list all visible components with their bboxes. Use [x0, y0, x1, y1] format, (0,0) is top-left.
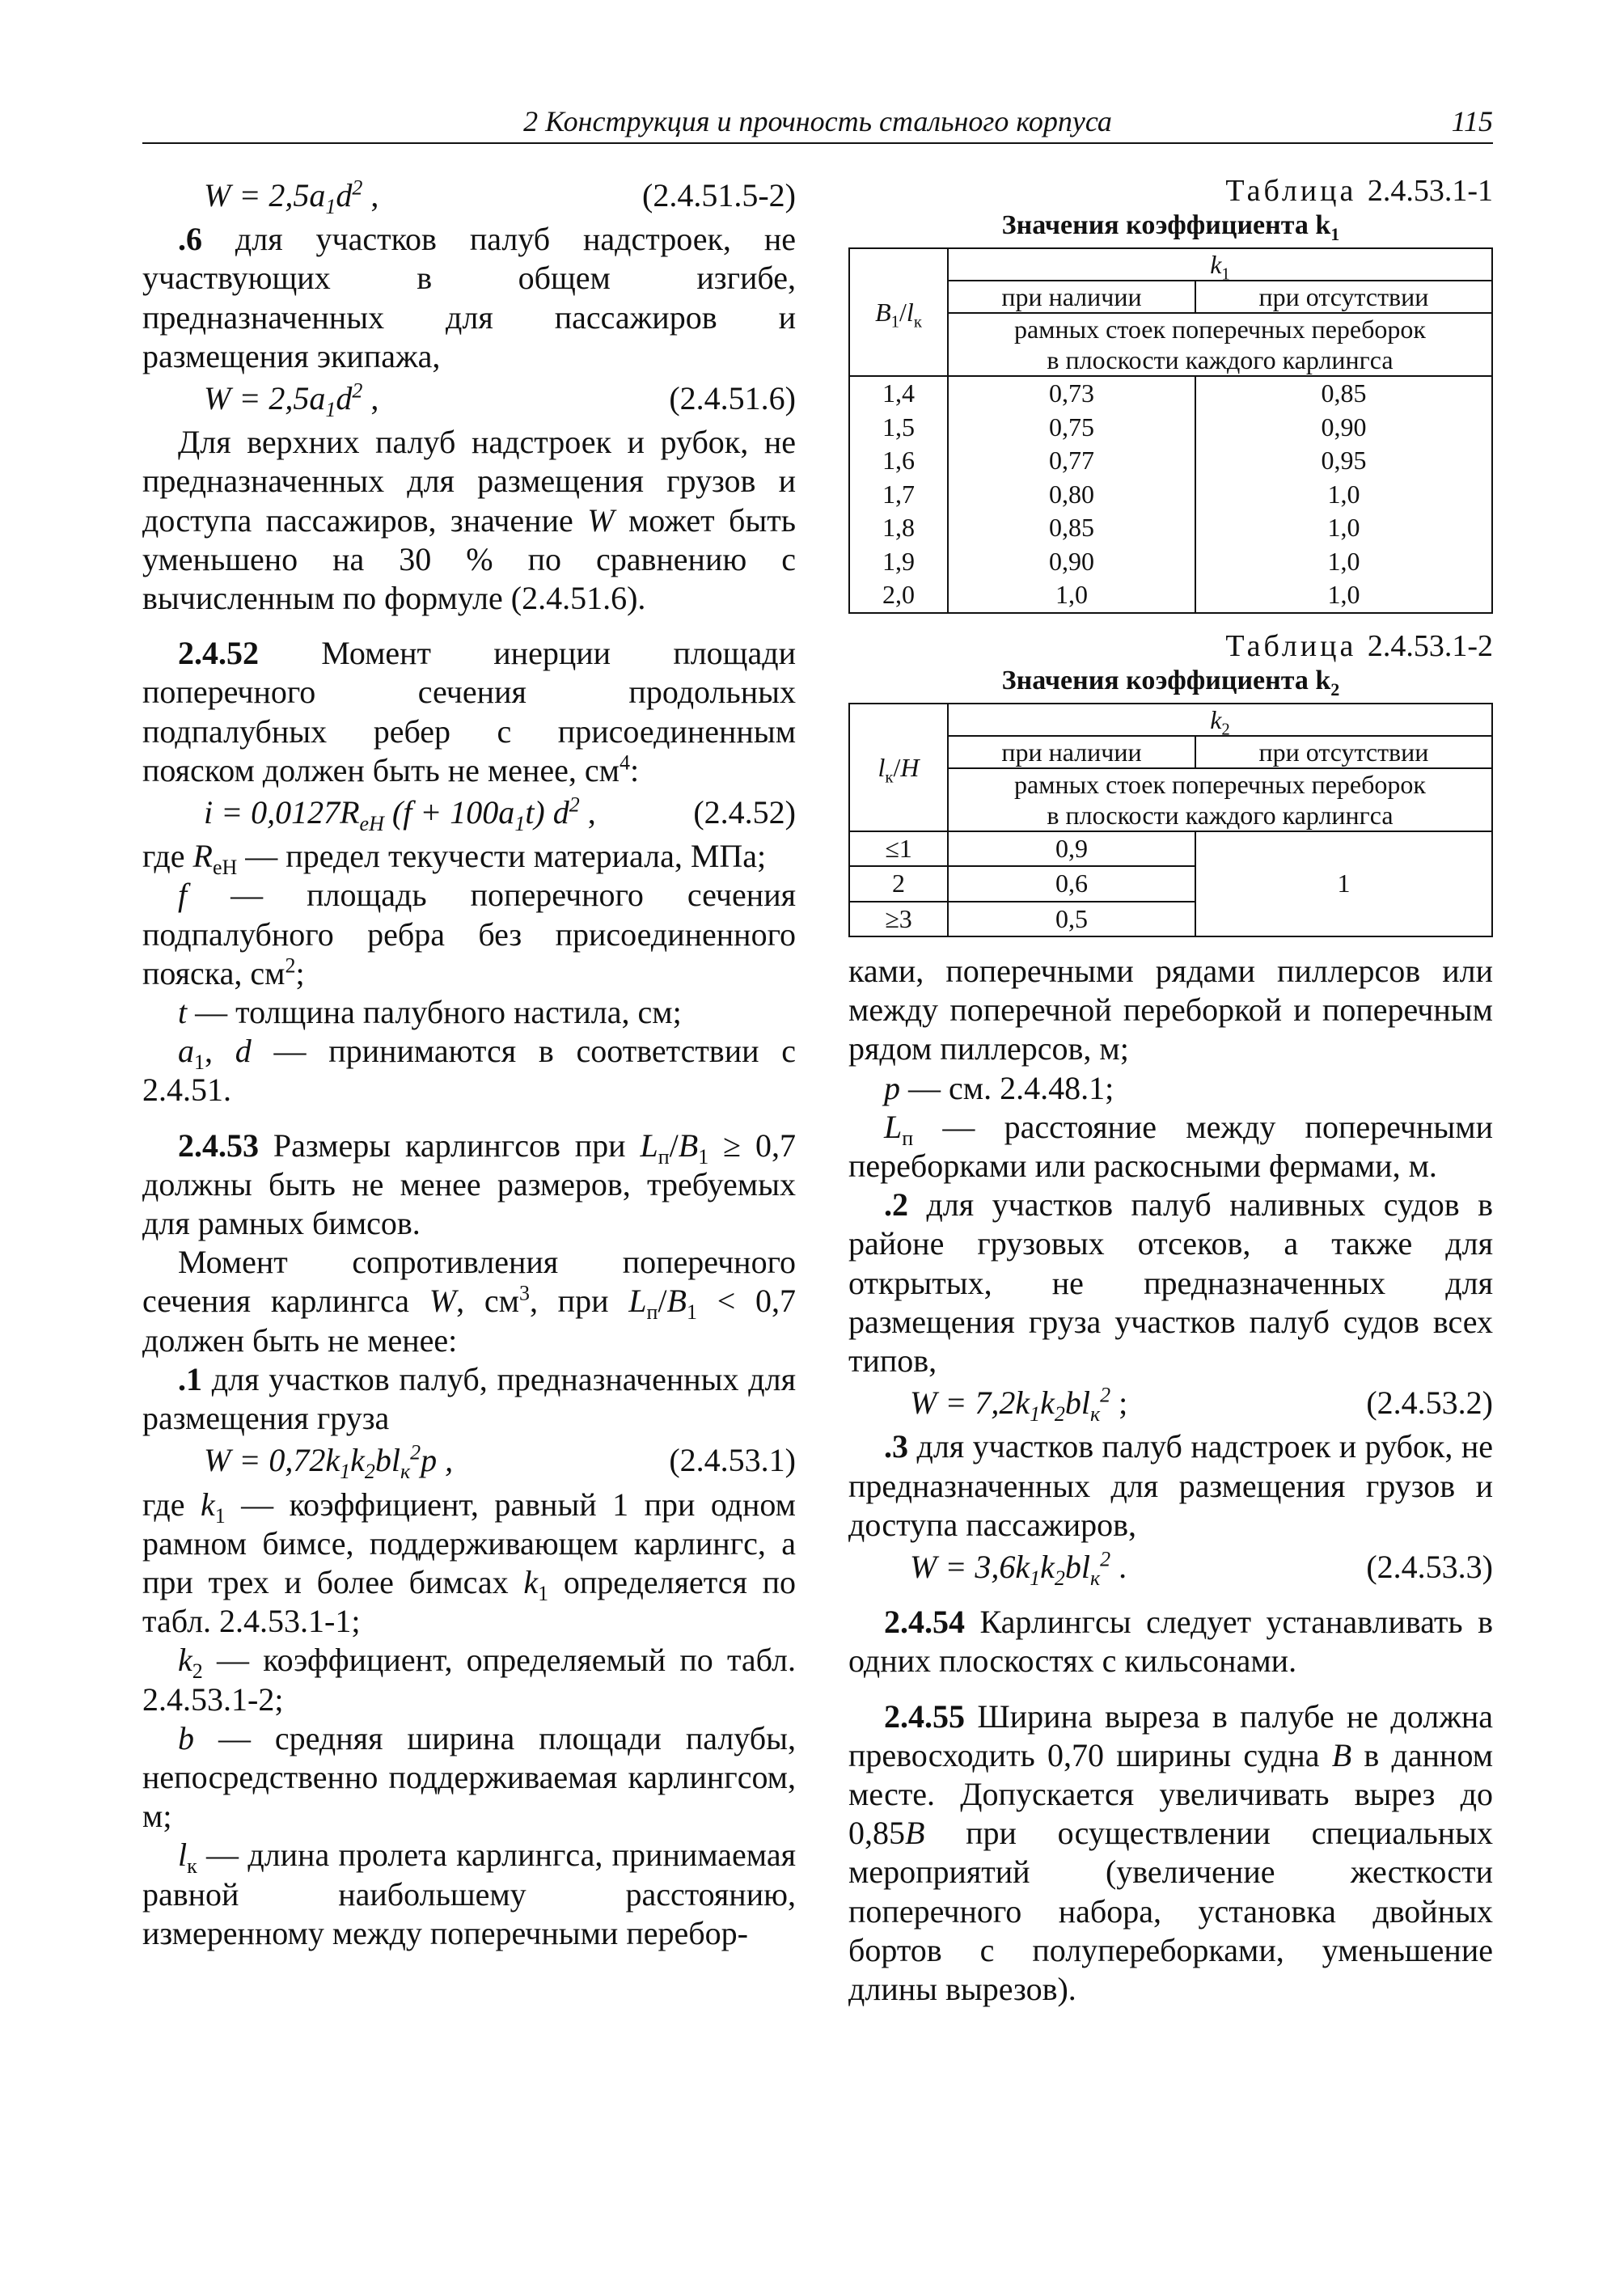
formula-number: (2.4.51.6) [669, 380, 796, 417]
definition-b: b — средняя ширина площади палубы, непосредственно поддерживаемая карлингсом, м; [142, 1719, 796, 1835]
table-row: 2,0 1,0 1,0 [849, 578, 1492, 613]
table-1-caption: Таблица 2.4.53.1-1 [1225, 174, 1493, 208]
definition-f: f — площадь поперечного сечения подпалубного ребра без присоединенного пояска, $см^2$; [142, 877, 796, 991]
table-2-caption: Таблица 2.4.53.1-2 [1225, 628, 1493, 663]
continued-text: ками, поперечными рядами пиллерсов или между поперечной переборкой и поперечным рядом пиллерсов, м; [848, 953, 1493, 1067]
span-header-cell: рамных стоек поперечных переборок в плоскости каждого карлингса [948, 768, 1492, 831]
formula-number: (2.4.53.3) [1366, 1549, 1493, 1586]
left-column [142, 173, 796, 1953]
formula-number: (2.4.51.5-2) [642, 177, 796, 213]
formula-2-4-51-5-2 [142, 175, 796, 218]
definition-p: p — см. 2.4.48.1; [884, 1069, 1114, 1106]
formula-expression: $i = 0,0127R_{eH}$ $(f + 100a_1t)$ $d^2$ , [204, 793, 596, 836]
formula-2-4-52 [142, 793, 796, 836]
table-k1 [848, 247, 1493, 614]
table-2-title: Значения коэффициента $k_2$ [1001, 665, 1340, 700]
table-row: 1,8 0,85 1,0 [849, 511, 1492, 545]
formula-2-4-53-2 [848, 1383, 1493, 1427]
page-number: 115 [1451, 105, 1493, 137]
definition-k1: где $k_1$ — коэффициент, равный 1 при одном рамном бимсе, поддерживающем карлингс, а при трех и более бимсах $k_1$ определяется по табл. 2.4.53.1-1; [142, 1486, 796, 1640]
definition-reh: где $R_{eH}$ — предел текучести материала, МПа; [142, 838, 767, 880]
formula-number: (2.4.53.2) [1366, 1384, 1493, 1422]
formula-2-4-51-6 [142, 378, 796, 422]
span-header-cell: рамных стоек поперечных переборок в плоскости каждого карлингса [948, 313, 1492, 376]
table-row: 2 0,6 [849, 866, 1492, 902]
formula-expression: $W = 2,5a_1d^2$ , [204, 378, 379, 422]
table-row: 1,7 0,80 1,0 [849, 478, 1492, 512]
table-1-title: Значения коэффициента $k_1$ [1001, 210, 1340, 244]
section-2-4-55: 2.4.55 Ширина выреза в палубе не должна превосходить 0,70 ширины судна B в данном месте. Допускается увеличивать вырез до 0,85B при осуществлении специальных мероприятий (увеличение жесткости поперечного набора, установка двойных бортов с полупереборками, уменьшение длины вырезов). [848, 1697, 1494, 2008]
right-column [848, 173, 1493, 2009]
running-title: 2 Конструкция и прочность стального корпуса [523, 105, 1112, 137]
formula-expression: $W = 3,6k_1k_2bl_к^2$ . [910, 1547, 1127, 1591]
clause-3: .3 для участков палуб надстроек и рубок, не предназначенных для размещения грузов и доступа пассажиров, [848, 1428, 1493, 1543]
paragraph-upper-decks: Для верхних палуб надстроек и рубок, не предназначенных для размещения грузов и доступа пассажиров, значение W может быть уменьшено на 30 % по сравнению с вычисленным по формуле (2.4.51.6). [142, 424, 797, 617]
col-header-with: при наличии [948, 736, 1195, 768]
col-header-without: при отсутствии [1195, 736, 1492, 768]
page-header [142, 104, 1493, 144]
definition-t: t — толщина палубного настила, см; [178, 994, 682, 1031]
row-header-cell: $B_1/l_к$ [849, 248, 948, 376]
definition-k2: $k_2$ — коэффициент, определяемый по табл. 2.4.53.1-2; [142, 1642, 796, 1718]
clause-2: .2 для участков палуб наливных судов в районе грузовых отсеков, а также для открытых, не предназначенных для размещения груза участков палуб судов всех типов, [848, 1186, 1493, 1380]
table-k2 [848, 703, 1493, 938]
table-row: 1,6 0,77 0,95 [849, 444, 1492, 478]
formula-expression: $W = 0,72k_1k_2bl_к^2p$ , [204, 1440, 454, 1484]
table-row: ≤1 0,9 1 [849, 831, 1492, 867]
formula-2-4-53-3 [848, 1547, 1493, 1591]
clause-6: .6 для участков палуб надстроек, не участвующих в общем изгибе, предназначенных для пассажиров и размещения экипажа, [142, 221, 796, 374]
table-row: 1,5 0,75 0,90 [849, 411, 1492, 445]
section-2-4-53: 2.4.53 Размеры карлингсов при $L_п/B_1 \ge 0,7$ должны быть не менее размеров, требуемых для рамных бимсов. [142, 1126, 796, 1242]
section-2-4-54: 2.4.54 Карлингсы следует устанавливать в одних плоскостях с кильсонами. [848, 1604, 1493, 1680]
formula-2-4-53-1 [142, 1440, 796, 1484]
formula-number: (2.4.53.1) [669, 1442, 796, 1479]
k-header-cell: $k_1$ [948, 248, 1492, 281]
table-row: ≥3 0,5 [849, 902, 1492, 937]
formula-expression: $W = 7,2k_1k_2bl_к^2$ ; [910, 1383, 1128, 1427]
k-header-cell: $k_2$ [948, 704, 1492, 736]
row-header-cell: $l_к/H$ [849, 704, 948, 831]
paragraph-section-modulus: Момент сопротивления поперечного сечения карлингса W, $см^3$, при $L_п/B_1 < 0,7$ должен быть не менее: [142, 1244, 797, 1359]
definition-a1-d: $a_1$, d — принимаются в соответствии с 2.4.51. [142, 1033, 796, 1109]
col-header-with: при наличии [948, 281, 1195, 313]
section-2-4-52: 2.4.52 Момент инерции площади поперечного сечения продольных подпалубных ребер с присоединенным пояском должен быть не менее, $см^4$: [142, 635, 796, 788]
table-row: 1,4 0,73 0,85 [849, 376, 1492, 411]
definition-lp: $L_п$ — расстояние между поперечными переборками или раскосными фермами, м. [848, 1108, 1493, 1185]
merged-value-cell: 1 [1195, 831, 1492, 937]
definition-lk: $l_к$ — длина пролета карлингса, принимаемая равной наибольшему расстоянию, измеренному между поперечными перебор- [142, 1837, 796, 1951]
clause-1: .1 для участков палуб, предназначенных для размещения груза [142, 1360, 796, 1437]
formula-number: (2.4.52) [693, 794, 796, 831]
formula-expression: $W = 2,5a_1d^2$ , [204, 175, 379, 218]
col-header-without: при отсутствии [1195, 281, 1492, 313]
table-row: 1,9 0,90 1,0 [849, 545, 1492, 579]
